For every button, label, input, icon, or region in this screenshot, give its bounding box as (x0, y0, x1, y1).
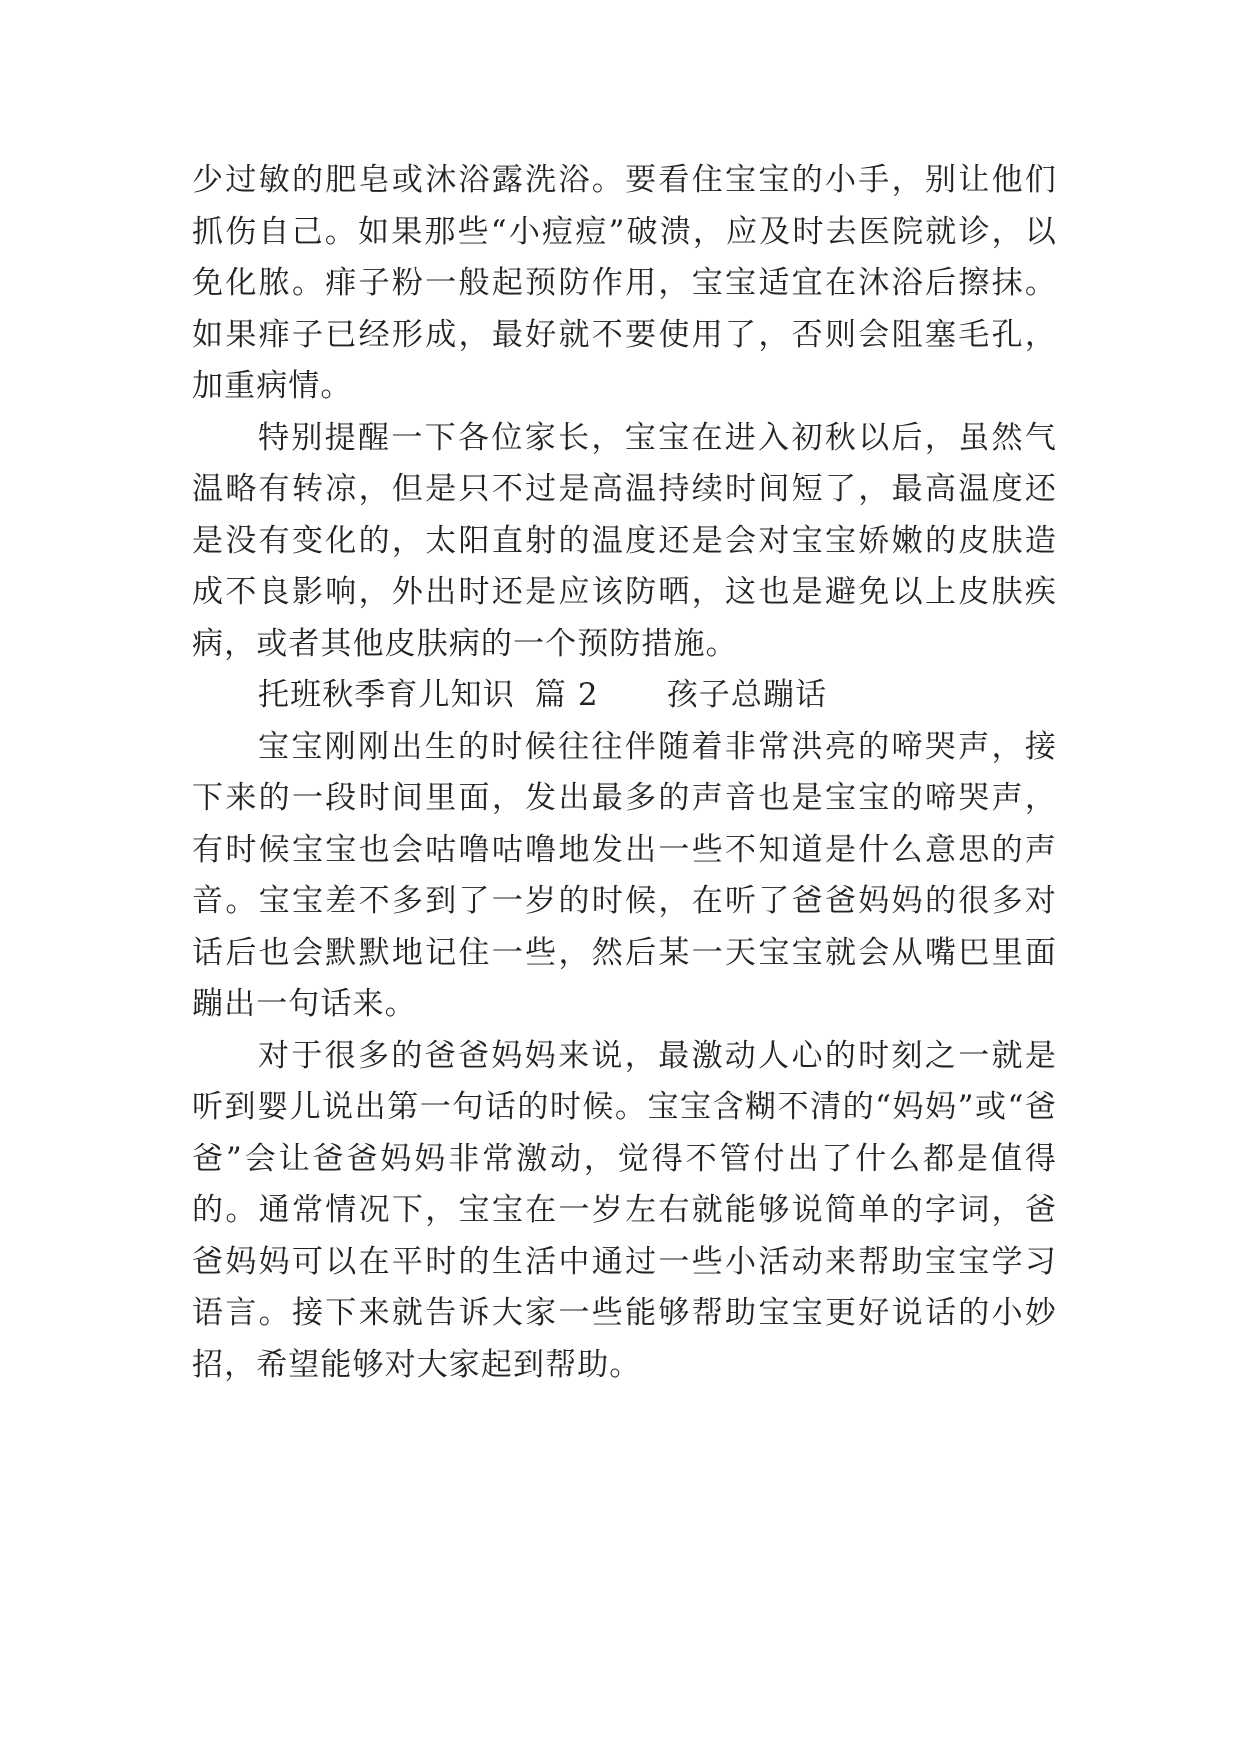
paragraph-parents-excitement: 对于很多的爸爸妈妈来说，最激动人心的时刻之一就是听到婴儿说出第一句话的时候。宝宝含糊不清的“妈妈”或“爸爸”会让爸爸妈妈非常激动，觉得不管付出了什么都是值得的。通常情况下，宝宝在一岁左右就能够说简单的字词，爸爸妈妈可以在平时的生活中通过一些小活动来帮助宝宝学习语言。接下来就告诉大家一些能够帮助宝宝更好说话的小妙招，希望能够对大家起到帮助。 (192, 1037, 1057, 1383)
paragraph-skin-care-continued: 少过敏的肥皂或沐浴露洗浴。要看住宝宝的小手，别让他们抓伤自己。如果那些“小痘痘”破溃，应及时去医院就诊，以免化脓。痱子粉一般起预防作用，宝宝适宜在沐浴后擦抹。如果痱子已经形成，最好就不要使用了，否则会阻塞毛孔，加重病情。 (192, 162, 1057, 404)
paragraph-sun-protection-reminder: 特别提醒一下各位家长，宝宝在进入初秋以后，虽然气温略有转凉，但是只不过是高温持续时间短了，最高温度还是没有变化的，太阳直射的温度还是会对宝宝娇嫩的皮肤造成不良影响，外出时还是应该防晒，这也是避免以上皮肤疾病，或者其他皮肤病的一个预防措施。 (192, 419, 1057, 662)
paragraph-baby-first-words: 宝宝刚刚出生的时候往往伴随着非常洪亮的啼哭声，接下来的一段时间里面，发出最多的声音也是宝宝的啼哭声，有时候宝宝也会咕噜咕噜地发出一些不知道是什么意思的声音。宝宝差不多到了一岁的时候，在听了爸爸妈妈的很多对话后也会默默地记住一些，然后某一天宝宝就会从嘴巴里面蹦出一句话来。 (192, 728, 1057, 1022)
document-body (192, 155, 1057, 1391)
chapter-label: 篇 2 (534, 677, 599, 713)
section-heading (192, 670, 1057, 722)
section-subtitle: 孩子总蹦话 (666, 677, 828, 713)
section-title: 托班秋季育儿知识 (258, 677, 515, 713)
